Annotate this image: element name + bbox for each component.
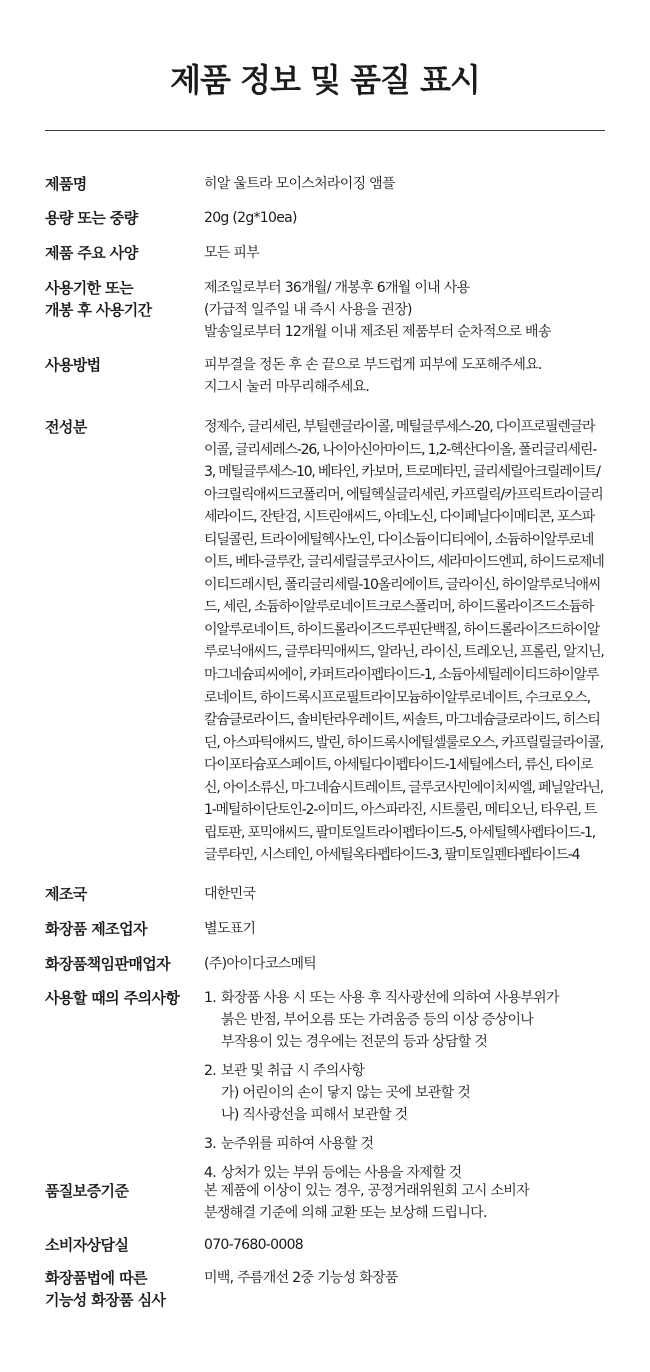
label-spec: 제품 주요 사양 <box>45 244 138 262</box>
label-functional <box>45 1267 205 1311</box>
caution-item <box>204 987 604 1053</box>
page-title: 제품 정보 및 품질 표시 <box>170 61 480 99</box>
label-functional-line: 기능성 화장품 심사 <box>45 1291 166 1309</box>
label-volume: 용량 또는 중량 <box>45 209 138 227</box>
value-expiry-line: 발송일로부터 12개월 이내 제조된 제품부터 순차적으로 배송 <box>204 324 551 340</box>
caution-item-line: 화장품 사용 시 또는 사용 후 직사광선에 의하여 사용부위가 <box>221 990 559 1006</box>
title-divider <box>45 130 605 131</box>
caution-item-line: 붉은 반점, 부어오름 또는 가려움증 등의 이상 증상이나 <box>221 1012 534 1028</box>
label-caution: 사용할 때의 주의사항 <box>45 989 180 1007</box>
value-volume: 20g (2g*10ea) <box>204 210 297 226</box>
caution-item <box>204 1060 604 1126</box>
value-usage <box>204 354 604 398</box>
value-quality-line: 분쟁해결 기준에 의해 교환 또는 보상해 드립니다. <box>204 1205 487 1221</box>
value-ingredients: 정제수, 글리세린, 부틸렌글라이콜, 메틸글루세스-20, 다이프로필렌글라이콜, 글리세레스-26, 나이아신아마이드, 1,2-헥산다이올, 폴리글리세린-3, 메틸글루세스-10, 베타인, 카보머, 트로메타민, 글리세릴아크릴레이트/아크릴릭애씨드코폴리머, 에틸헥실글리세린, 카프릴릭/카프릭트라이글리세라이드, 잔탄검, 시트린애씨드, 아데노신, 다이페닐다이메티콘, 포스파티딜콜린, 트라이에틸헥사노인, 다이소듐이디티에이, 소듐하이알루로네이트, 베타-글루칸, 글리세릴글루코사이드, 세라마이드엔피, 하이드로제네이티드레시틴, 폴리글리세릴-10올리에이트, 글라이신, 하이알루로닉애씨드, 세린, 소듐하이알루로네이트크로스폴리머, 하이드롤라이즈드소듐하이알루로네이트, 하이드롤라이즈드루핀단백질, 하이드롤라이즈드하이알루로닉애씨드, 글루타믹애씨드, 알라닌, 라이신, 트레오닌, 프롤린, 알지닌, 마그네슘피씨에이, 카퍼트라이펩타이드-1, 소듐아세틸레이티드하이알루로네이트, 하이드록시프로필트라이모늄하이알루로네이트, 수크로오스, 칼슘클로라이드, 솔비탄라우레이트, 씨솔트, 마그네슘클로라이드, 히스티딘, 아스파틱애씨드, 발린, 하이드록시에틸셀룰로오스, 카프릴릴글라이콜, 다이포타슘포스페이트, 아세틸다이펩타이드-1세틸에스터, 류신, 타이로신, 아이소류신, 마그네슘시트레이트, 글루코사민에이치씨엘, 페닐알라닌, 1-메틸하이단토인-2-이미드, 아스파라진, 시트룰린, 메티오닌, 타우린, 트립토판, 포믹애씨드, 팔미토일트라이펩타이드-5, 아세틸헥사펩타이드-1, 글루타민, 시스테인, 아세틸옥타펩타이드-3, 팔미토일펜타펩타이드-4 <box>204 419 604 864</box>
caution-item-line: 가) 어린이의 손이 닿지 않는 곳에 보관할 것 <box>221 1085 471 1101</box>
caution-item-number: 1. <box>204 990 216 1006</box>
label-seller: 화장품책임판매업자 <box>45 955 171 973</box>
value-quality <box>204 1180 604 1224</box>
caution-item <box>204 1133 604 1155</box>
value-expiry-line: (가급적 일주일 내 즉시 사용을 권장) <box>204 302 412 318</box>
label-ingredients: 전성분 <box>45 418 87 436</box>
value-usage-line: 지그시 눌러 마무리해주세요. <box>204 379 370 395</box>
value-seller: (주)아이다코스메틱 <box>204 956 317 972</box>
label-expiry-line: 개봉 후 사용기간 <box>45 301 152 319</box>
value-expiry <box>204 277 604 343</box>
value-usage-line: 피부결을 정돈 후 손 끝으로 부드럽게 피부에 도포해주세요. <box>204 357 542 373</box>
label-functional-line: 화장품법에 따른 <box>45 1269 147 1287</box>
caution-item-line: 상처가 있는 부위 등에는 사용을 자제할 것 <box>221 1165 462 1181</box>
label-quality: 품질보증기준 <box>45 1182 129 1200</box>
value-spec: 모든 피부 <box>204 245 260 261</box>
value-expiry-line: 제조일로부터 36개월/ 개봉후 6개월 이내 사용 <box>204 280 470 296</box>
label-expiry-line: 사용기한 또는 <box>45 279 133 297</box>
value-manufacturer: 별도표기 <box>204 921 256 937</box>
caution-item-line: 부작용이 있는 경우에는 전문의 등과 상담할 것 <box>221 1034 488 1050</box>
value-product-name: 히알 울트라 모이스처라이징 앰플 <box>204 176 395 192</box>
value-country: 대한민국 <box>204 886 256 902</box>
label-country: 제조국 <box>45 885 87 903</box>
caution-item-line: 보관 및 취급 시 주의사항 <box>221 1063 365 1079</box>
label-product-name: 제품명 <box>45 175 87 193</box>
value-consumer: 070-7680-0008 <box>204 1237 303 1253</box>
label-usage: 사용방법 <box>45 356 101 374</box>
caution-item-line: 눈주위를 피하여 사용할 것 <box>221 1136 374 1152</box>
value-caution <box>204 987 604 1191</box>
label-consumer: 소비자상담실 <box>45 1236 129 1254</box>
caution-item-number: 2. <box>204 1063 216 1079</box>
label-manufacturer: 화장품 제조업자 <box>45 920 147 938</box>
label-expiry <box>45 277 205 321</box>
value-quality-line: 본 제품에 이상이 있는 경우, 공정거래위원회 고시 소비자 <box>204 1183 529 1199</box>
caution-item-line: 나) 직사광선을 피해서 보관할 것 <box>221 1107 408 1123</box>
caution-item-number: 3. <box>204 1136 216 1152</box>
caution-item-number: 4. <box>204 1165 216 1181</box>
value-functional: 미백, 주름개선 2중 기능성 화장품 <box>204 1270 398 1286</box>
